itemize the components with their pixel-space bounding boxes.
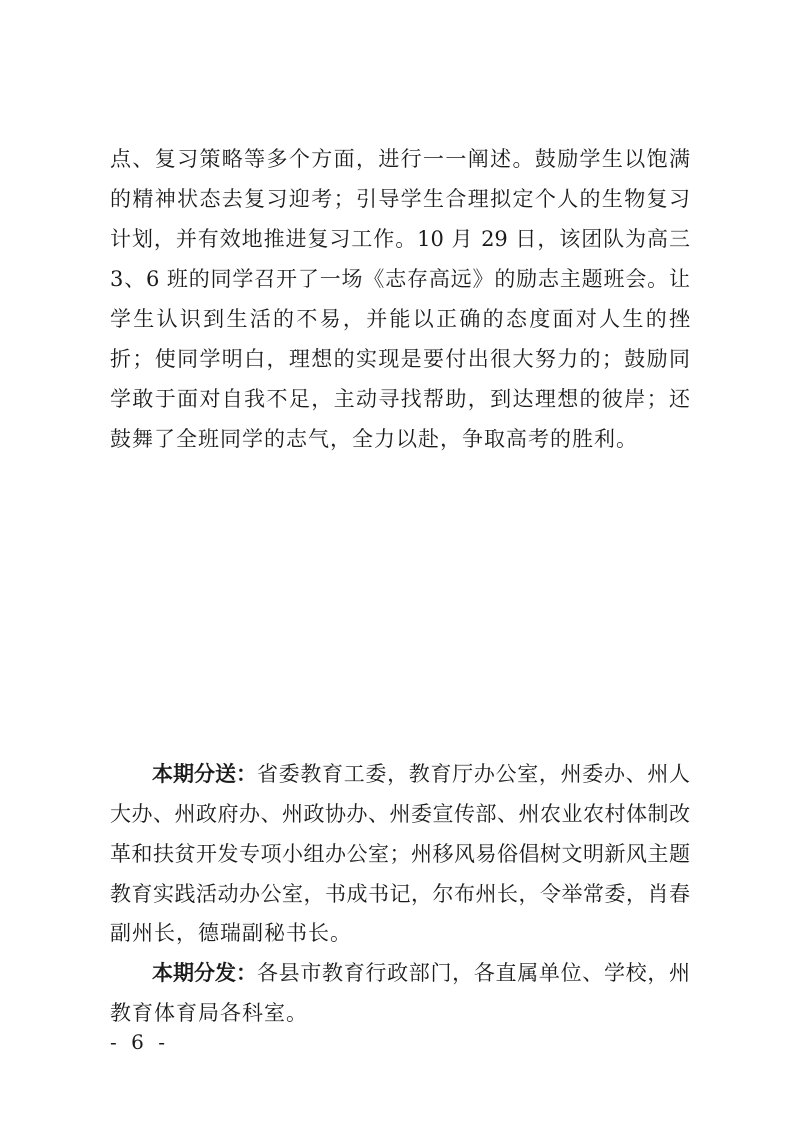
body-line: 3、6 班的同学召开了一场《志存高远》的励志主题班会。让 <box>110 267 690 291</box>
body-line: 学生认识到生活的不易，并能以正确的态度面对人生的挫 <box>110 307 690 331</box>
body-line: 折；使同学明白，理想的实现是要付出很大努力的；鼓励同 <box>110 347 690 371</box>
body-line: 计划，并有效地推进复习工作。10 月 29 日，该团队为高三 <box>110 227 690 251</box>
send-line: 教育实践活动办公室，书成书记，尔布州长，令举常委，肖春 <box>110 882 690 906</box>
page-number: - 6 - <box>110 1030 169 1054</box>
body-line: 的精神状态去复习迎考；引导学生合理拟定个人的生物复习 <box>110 187 690 211</box>
body-line: 鼓舞了全班同学的志气，全力以赴，争取高考的胜利。 <box>110 427 638 451</box>
issue-first-line <box>152 959 690 987</box>
body-line: 学敢于面对自我不足，主动寻找帮助，到达理想的彼岸；还 <box>110 387 690 411</box>
issue-line: 教育体育局各科室。 <box>110 1001 308 1025</box>
body-line: 点、复习策略等多个方面，进行一一阐述。鼓励学生以饱满 <box>110 147 690 171</box>
send-line: 副州长，德瑞副秘书长。 <box>110 921 352 945</box>
send-first-line <box>152 760 690 788</box>
issue-label: 本期分发： <box>152 960 257 985</box>
send-line: 省委教育工委，教育厅办公室，州委办、州人 <box>257 762 690 786</box>
issue-line: 各县市教育行政部门，各直属单位、学校，州 <box>257 961 690 985</box>
send-label: 本期分送： <box>152 761 257 786</box>
send-line: 大办、州政府办、州政协办、州委宣传部、州农业农村体制改 <box>110 802 690 826</box>
send-line: 革和扶贫开发专项小组办公室；州移风易俗倡树文明新风主题 <box>110 842 690 866</box>
